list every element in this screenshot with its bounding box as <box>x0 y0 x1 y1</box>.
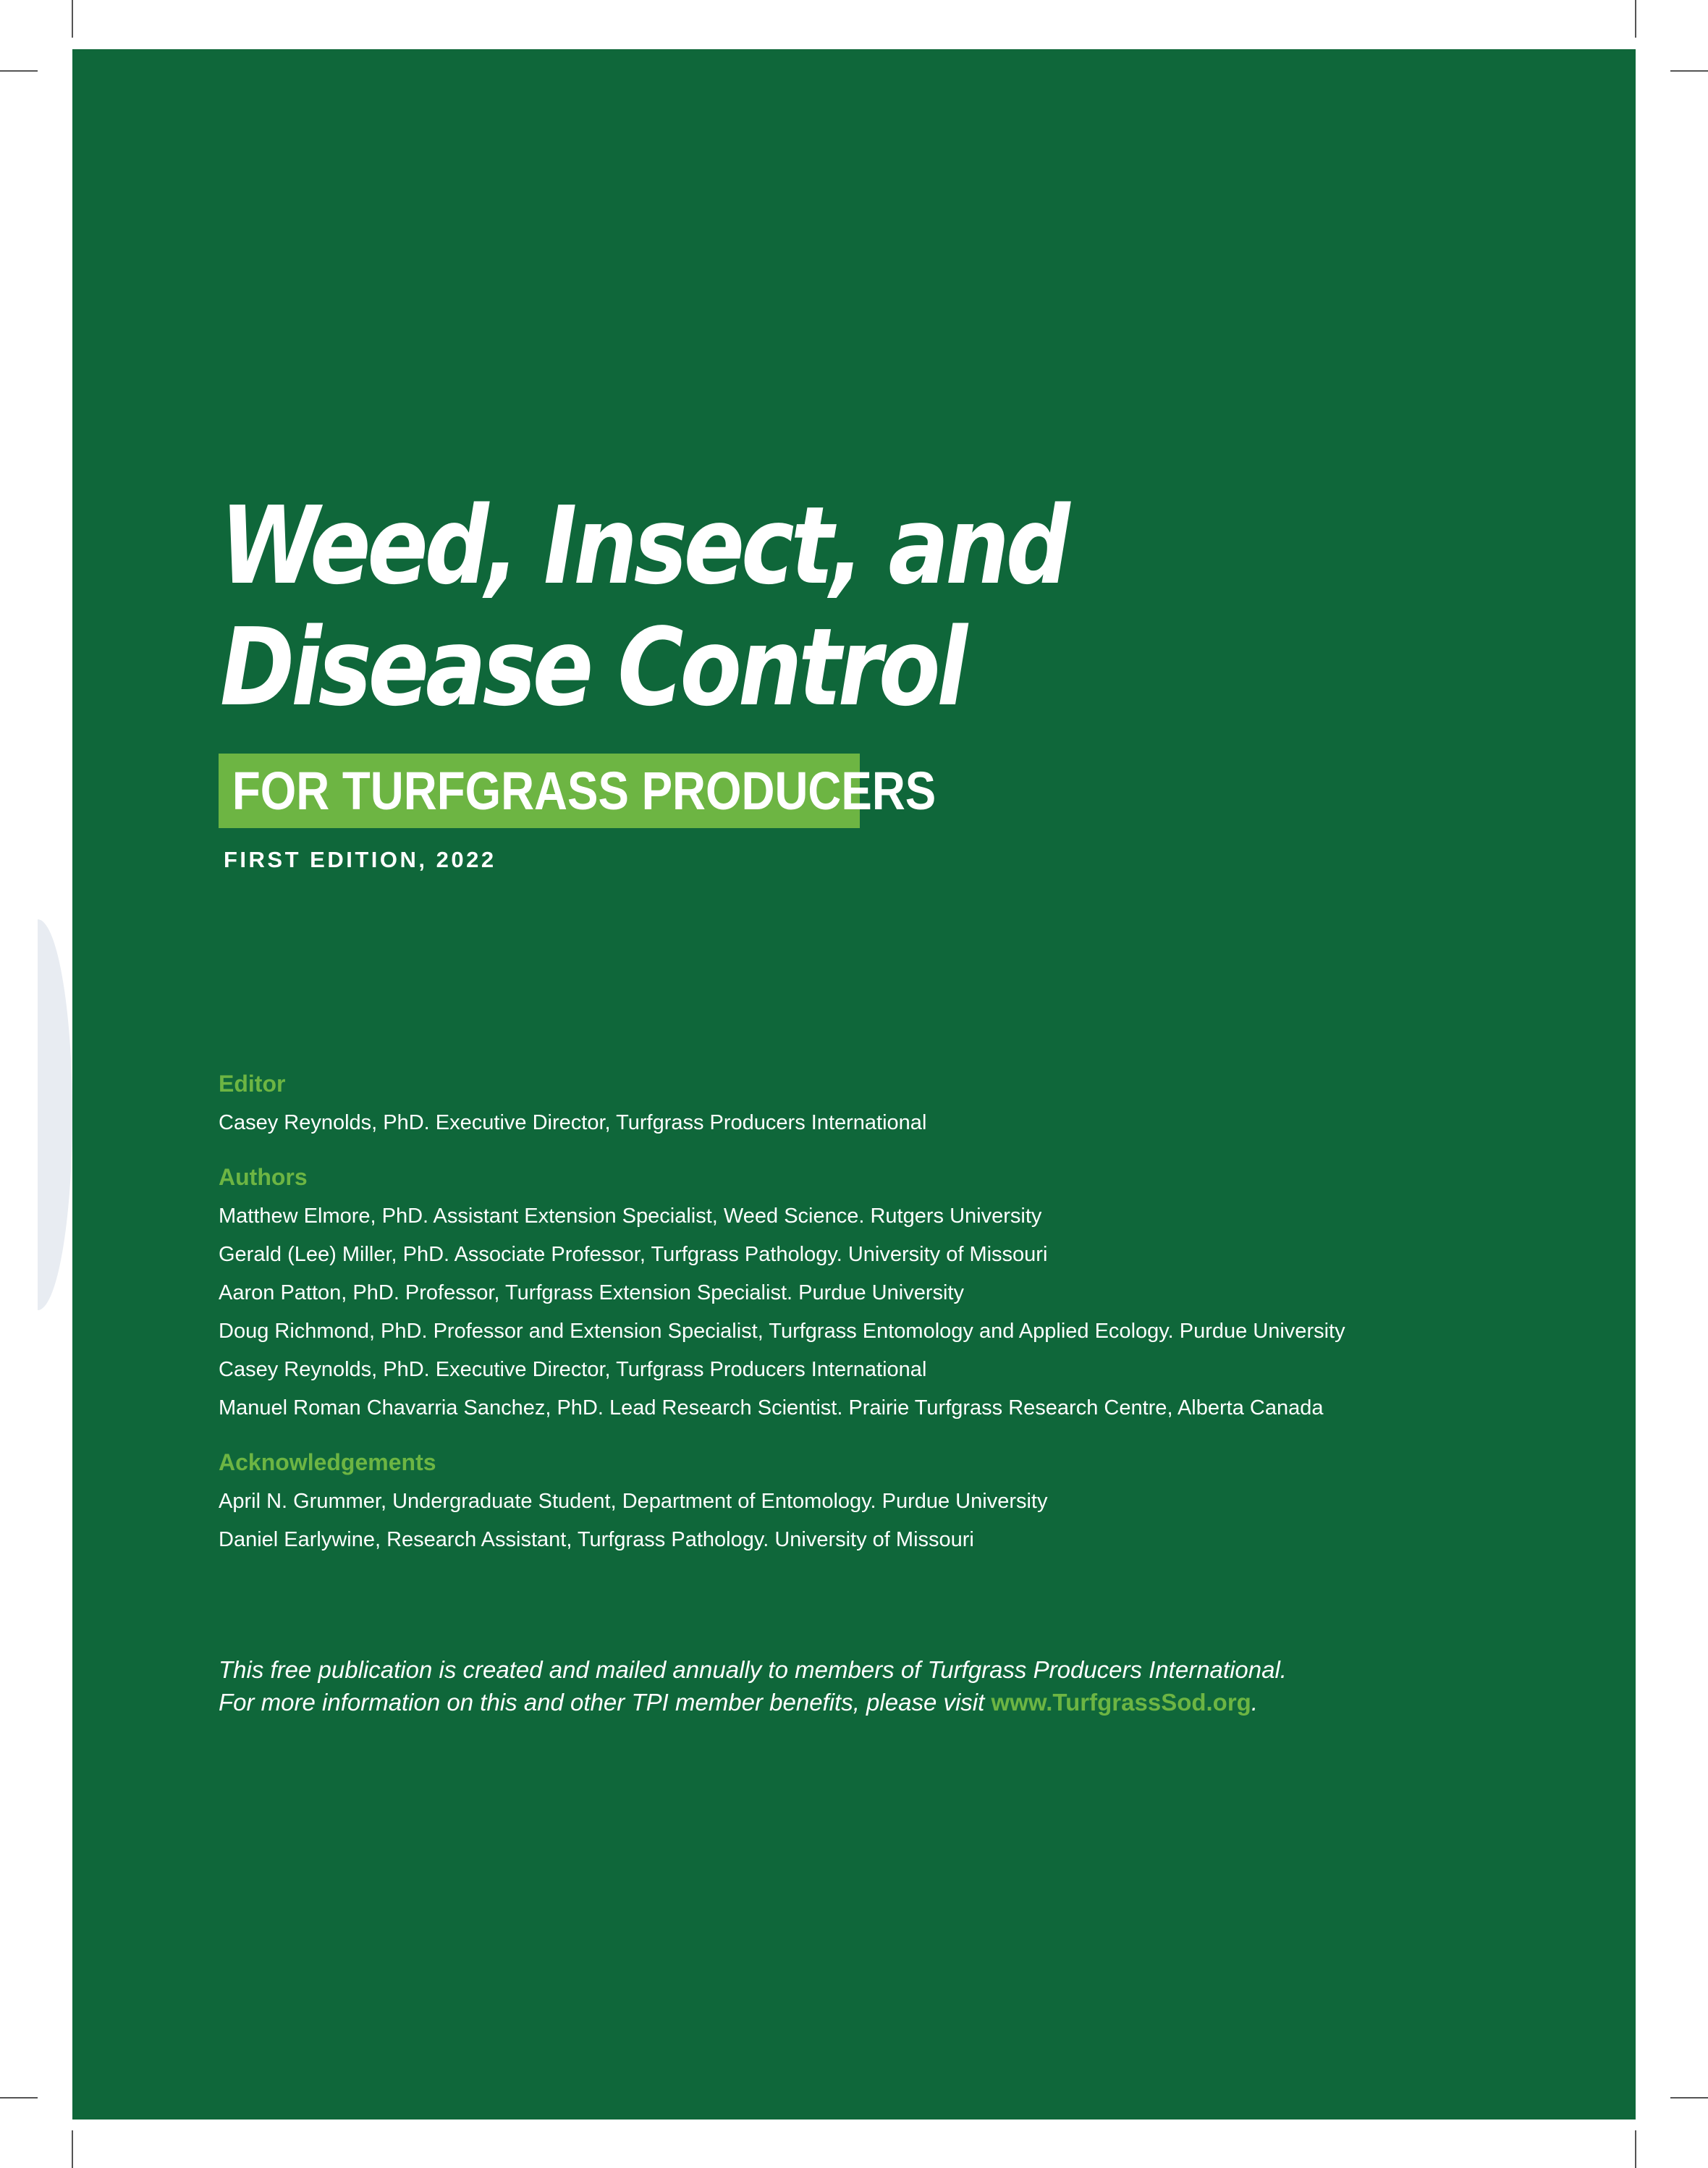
footer-note <box>219 1653 1287 1718</box>
acknowledgements-group <box>219 1446 1565 1559</box>
authors-group <box>219 1161 1565 1427</box>
website-link[interactable]: www.TurfgrassSod.org <box>991 1689 1251 1716</box>
crop-mark <box>72 0 73 38</box>
crop-mark <box>1635 2130 1636 2168</box>
acknowledgement-line: April N. Grummer, Undergraduate Student, Department of Entomology. Purdue University <box>219 1490 1048 1513</box>
footer-line-1: This free publication is created and mailed annually to members of Turfgrass Producers International. <box>219 1656 1287 1683</box>
footer-line-2 <box>219 1686 1287 1718</box>
footer-line-2-text: For more information on this and other TPI member benefits, please visit <box>219 1689 992 1716</box>
title-line-2: Disease Control <box>220 605 964 730</box>
page-title <box>220 485 1067 728</box>
crop-mark <box>1635 0 1636 38</box>
editor-heading: Editor <box>219 1071 286 1097</box>
author-line: Gerald (Lee) Miller, PhD. Associate Professor, Turfgrass Pathology. University of Missouri <box>219 1243 1048 1266</box>
author-line: Manuel Roman Chavarria Sanchez, PhD. Lead Research Scientist. Prairie Turfgrass Research Centre, Alberta Canada <box>219 1396 1324 1420</box>
author-line: Matthew Elmore, PhD. Assistant Extension Specialist, Weed Science. Rutgers University <box>219 1205 1042 1228</box>
crop-mark <box>1670 70 1708 72</box>
acknowledgements-heading: Acknowledgements <box>219 1449 436 1475</box>
author-line: Casey Reynolds, PhD. Executive Director, Turfgrass Producers International <box>219 1358 927 1381</box>
credits-section <box>219 1068 1565 1578</box>
bleed-curve <box>38 919 72 1310</box>
subtitle: FOR TURFGRASS PRODUCERS <box>232 761 937 821</box>
subtitle-band <box>219 754 937 828</box>
editor-group <box>219 1068 1565 1142</box>
editor-line: Casey Reynolds, PhD. Executive Director, Turfgrass Producers International <box>219 1111 927 1134</box>
crop-mark <box>72 2130 73 2168</box>
title-line-1: Weed, Insect, and <box>220 484 1067 608</box>
edition-label: FIRST EDITION, 2022 <box>224 847 496 872</box>
crop-mark <box>0 70 38 72</box>
acknowledgement-line: Daniel Earlywine, Research Assistant, Turfgrass Pathology. University of Missouri <box>219 1528 974 1551</box>
crop-mark <box>1670 2097 1708 2099</box>
footer-period: . <box>1251 1689 1259 1716</box>
author-line: Doug Richmond, PhD. Professor and Extension Specialist, Turfgrass Entomology and Applied Ecology. Purdue University <box>219 1320 1345 1343</box>
authors-heading: Authors <box>219 1164 308 1190</box>
crop-mark <box>0 2097 38 2099</box>
author-line: Aaron Patton, PhD. Professor, Turfgrass Extension Specialist. Purdue University <box>219 1281 964 1304</box>
